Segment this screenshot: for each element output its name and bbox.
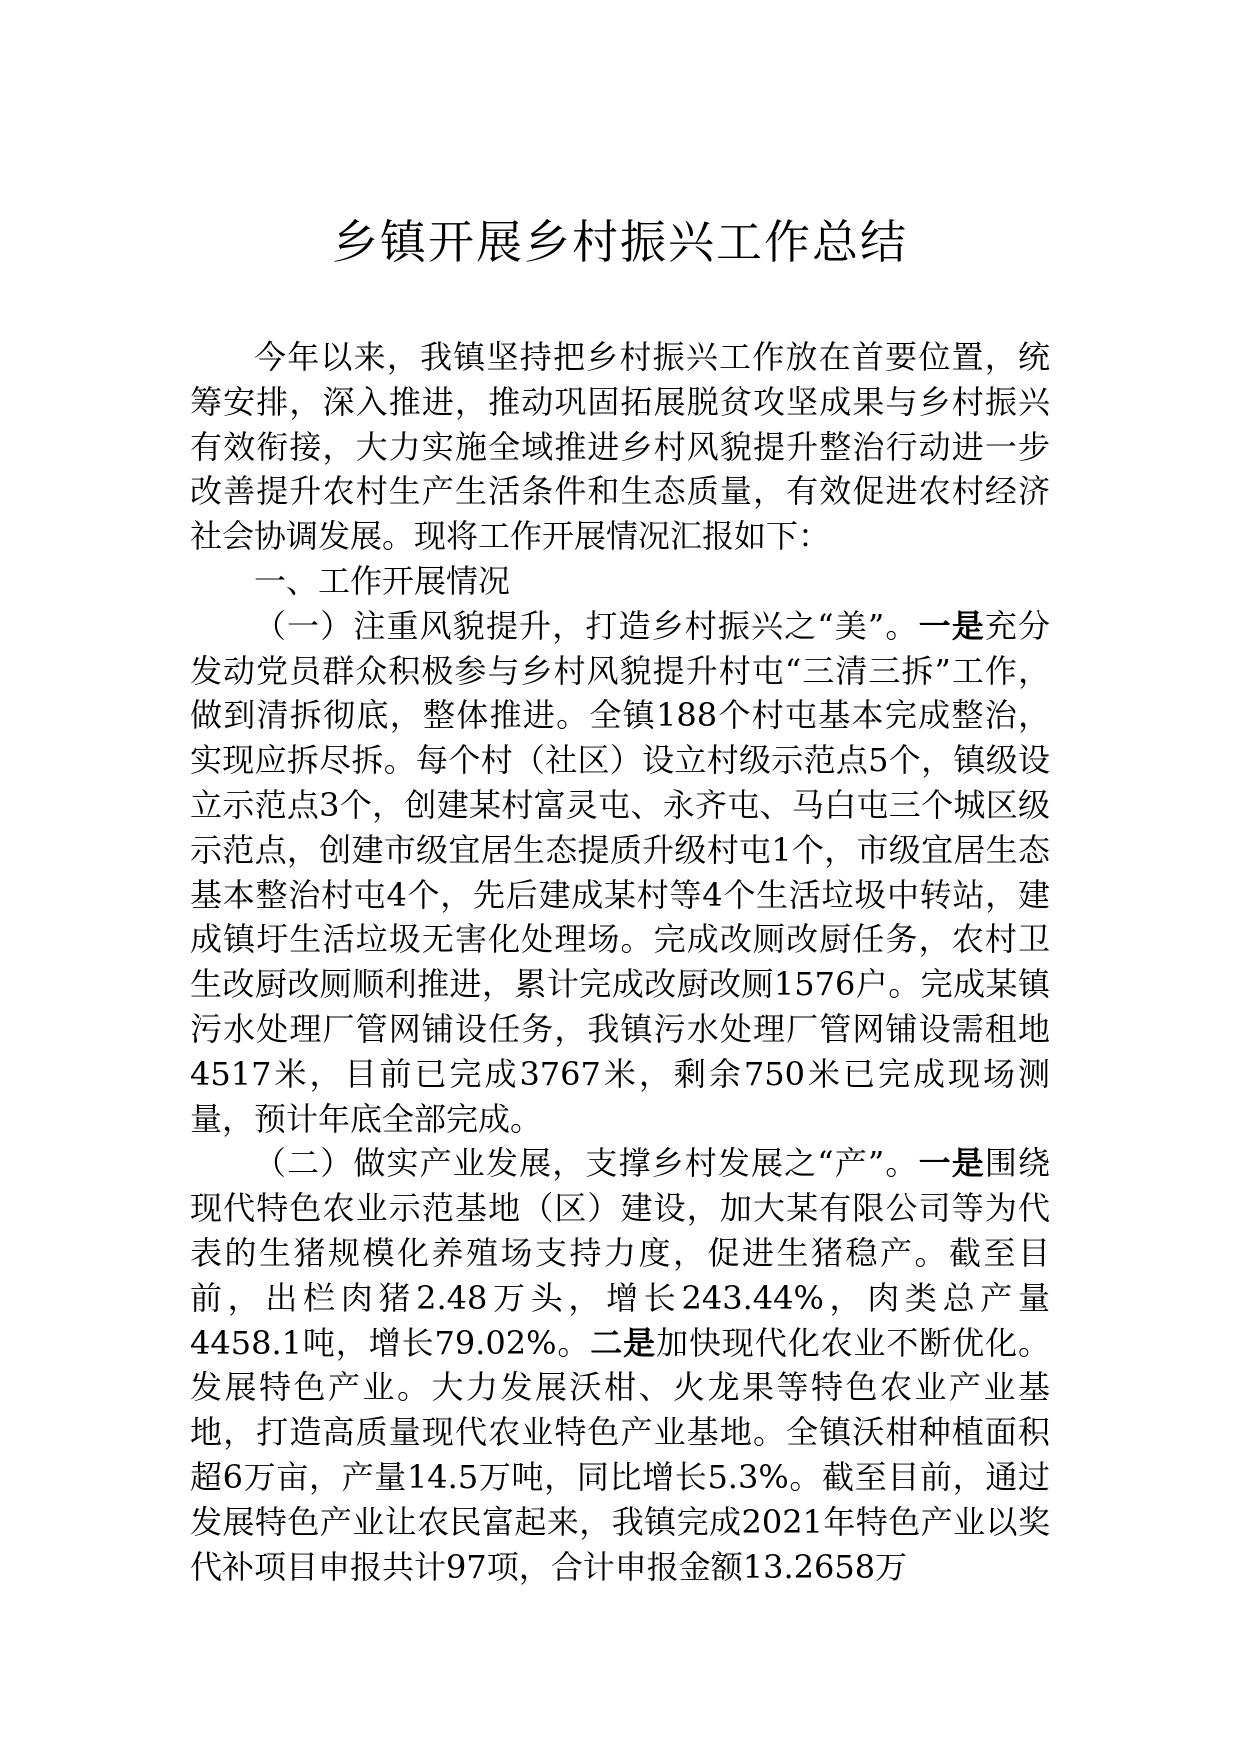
subsection-1-lead: （一）注重风貌提升，打造乡村振兴之“美”。 (254, 606, 919, 645)
intro-paragraph: 今年以来，我镇坚持把乡村振兴工作放在首要位置，统筹安排，深入推进，推动巩固拓展脱贫攻坚成果与乡村振兴有效衔接，大力实施全域推进乡村风貌提升整治行动进一步改善提升农村生产生活条件和生态质量，有效促进农村经济社会协调发展。现将工作开展情况汇报如下： (190, 338, 1050, 556)
subsection-2-point-1-label: 一是 (918, 1144, 985, 1183)
document-body (190, 335, 1050, 1589)
subsection-2-point-2-label: 二是 (590, 1323, 657, 1362)
document-title: 乡镇开展乡村振兴工作总结 (332, 215, 908, 269)
subsection-2-paragraph (190, 1141, 1050, 1589)
subsection-1-paragraph (190, 604, 1050, 1142)
subsection-2-lead: （二）做实产业发展，支撑乡村发展之“产”。 (254, 1144, 919, 1183)
subsection-2-point-1-text: 围绕现代特色农业示范基地（区）建设，加大某有限公司等为代表的生猪规模化养殖场支持力度，促进生猪稳产。截至目前，出栏肉猪2.48万头，增长243.44%，肉类总产量4458.1吨，增长79.02%。 (190, 1144, 1050, 1362)
subsection-2-point-2-text: 加快现代化农业不断优化。发展特色产业。大力发展沃柑、火龙果等特色农业产业基地，打造高质量现代农业特色产业基地。全镇沃柑种植面积超6万亩，产量14.5万吨，同比增长5.3%。截至目前，通过发展特色产业让农民富起来，我镇完成2021年特色产业以奖代补项目申报共计97项，合计申报金额13.2658万 (190, 1323, 1050, 1586)
section-heading: 一、工作开展情况 (254, 561, 511, 600)
subsection-1-point-1-label: 一是 (918, 606, 985, 645)
subsection-1-point-1-text: 充分发动党员群众积极参与乡村风貌提升村屯“三清三拆”工作，做到清拆彻底，整体推进。全镇188个村屯基本完成整治，实现应拆尽拆。每个村（社区）设立村级示范点5个，镇级设立示范点3个，创建某村富灵屯、永齐屯、马白屯三个城区级示范点，创建市级宜居生态提质升级村屯1个，市级宜居生态基本整治村屯4个，先后建成某村等4个生活垃圾中转站，建成镇圩生活垃圾无害化处理场。完成改厕改厨任务，农村卫生改厨改厕顺利推进，累计完成改厨改厕1576户。完成某镇污水处理厂管网铺设任务，我镇污水处理厂管网铺设需租地4517米，目前已完成3767米，剩余750米已完成现场测量，预计年底全部完成。 (190, 606, 1050, 1138)
